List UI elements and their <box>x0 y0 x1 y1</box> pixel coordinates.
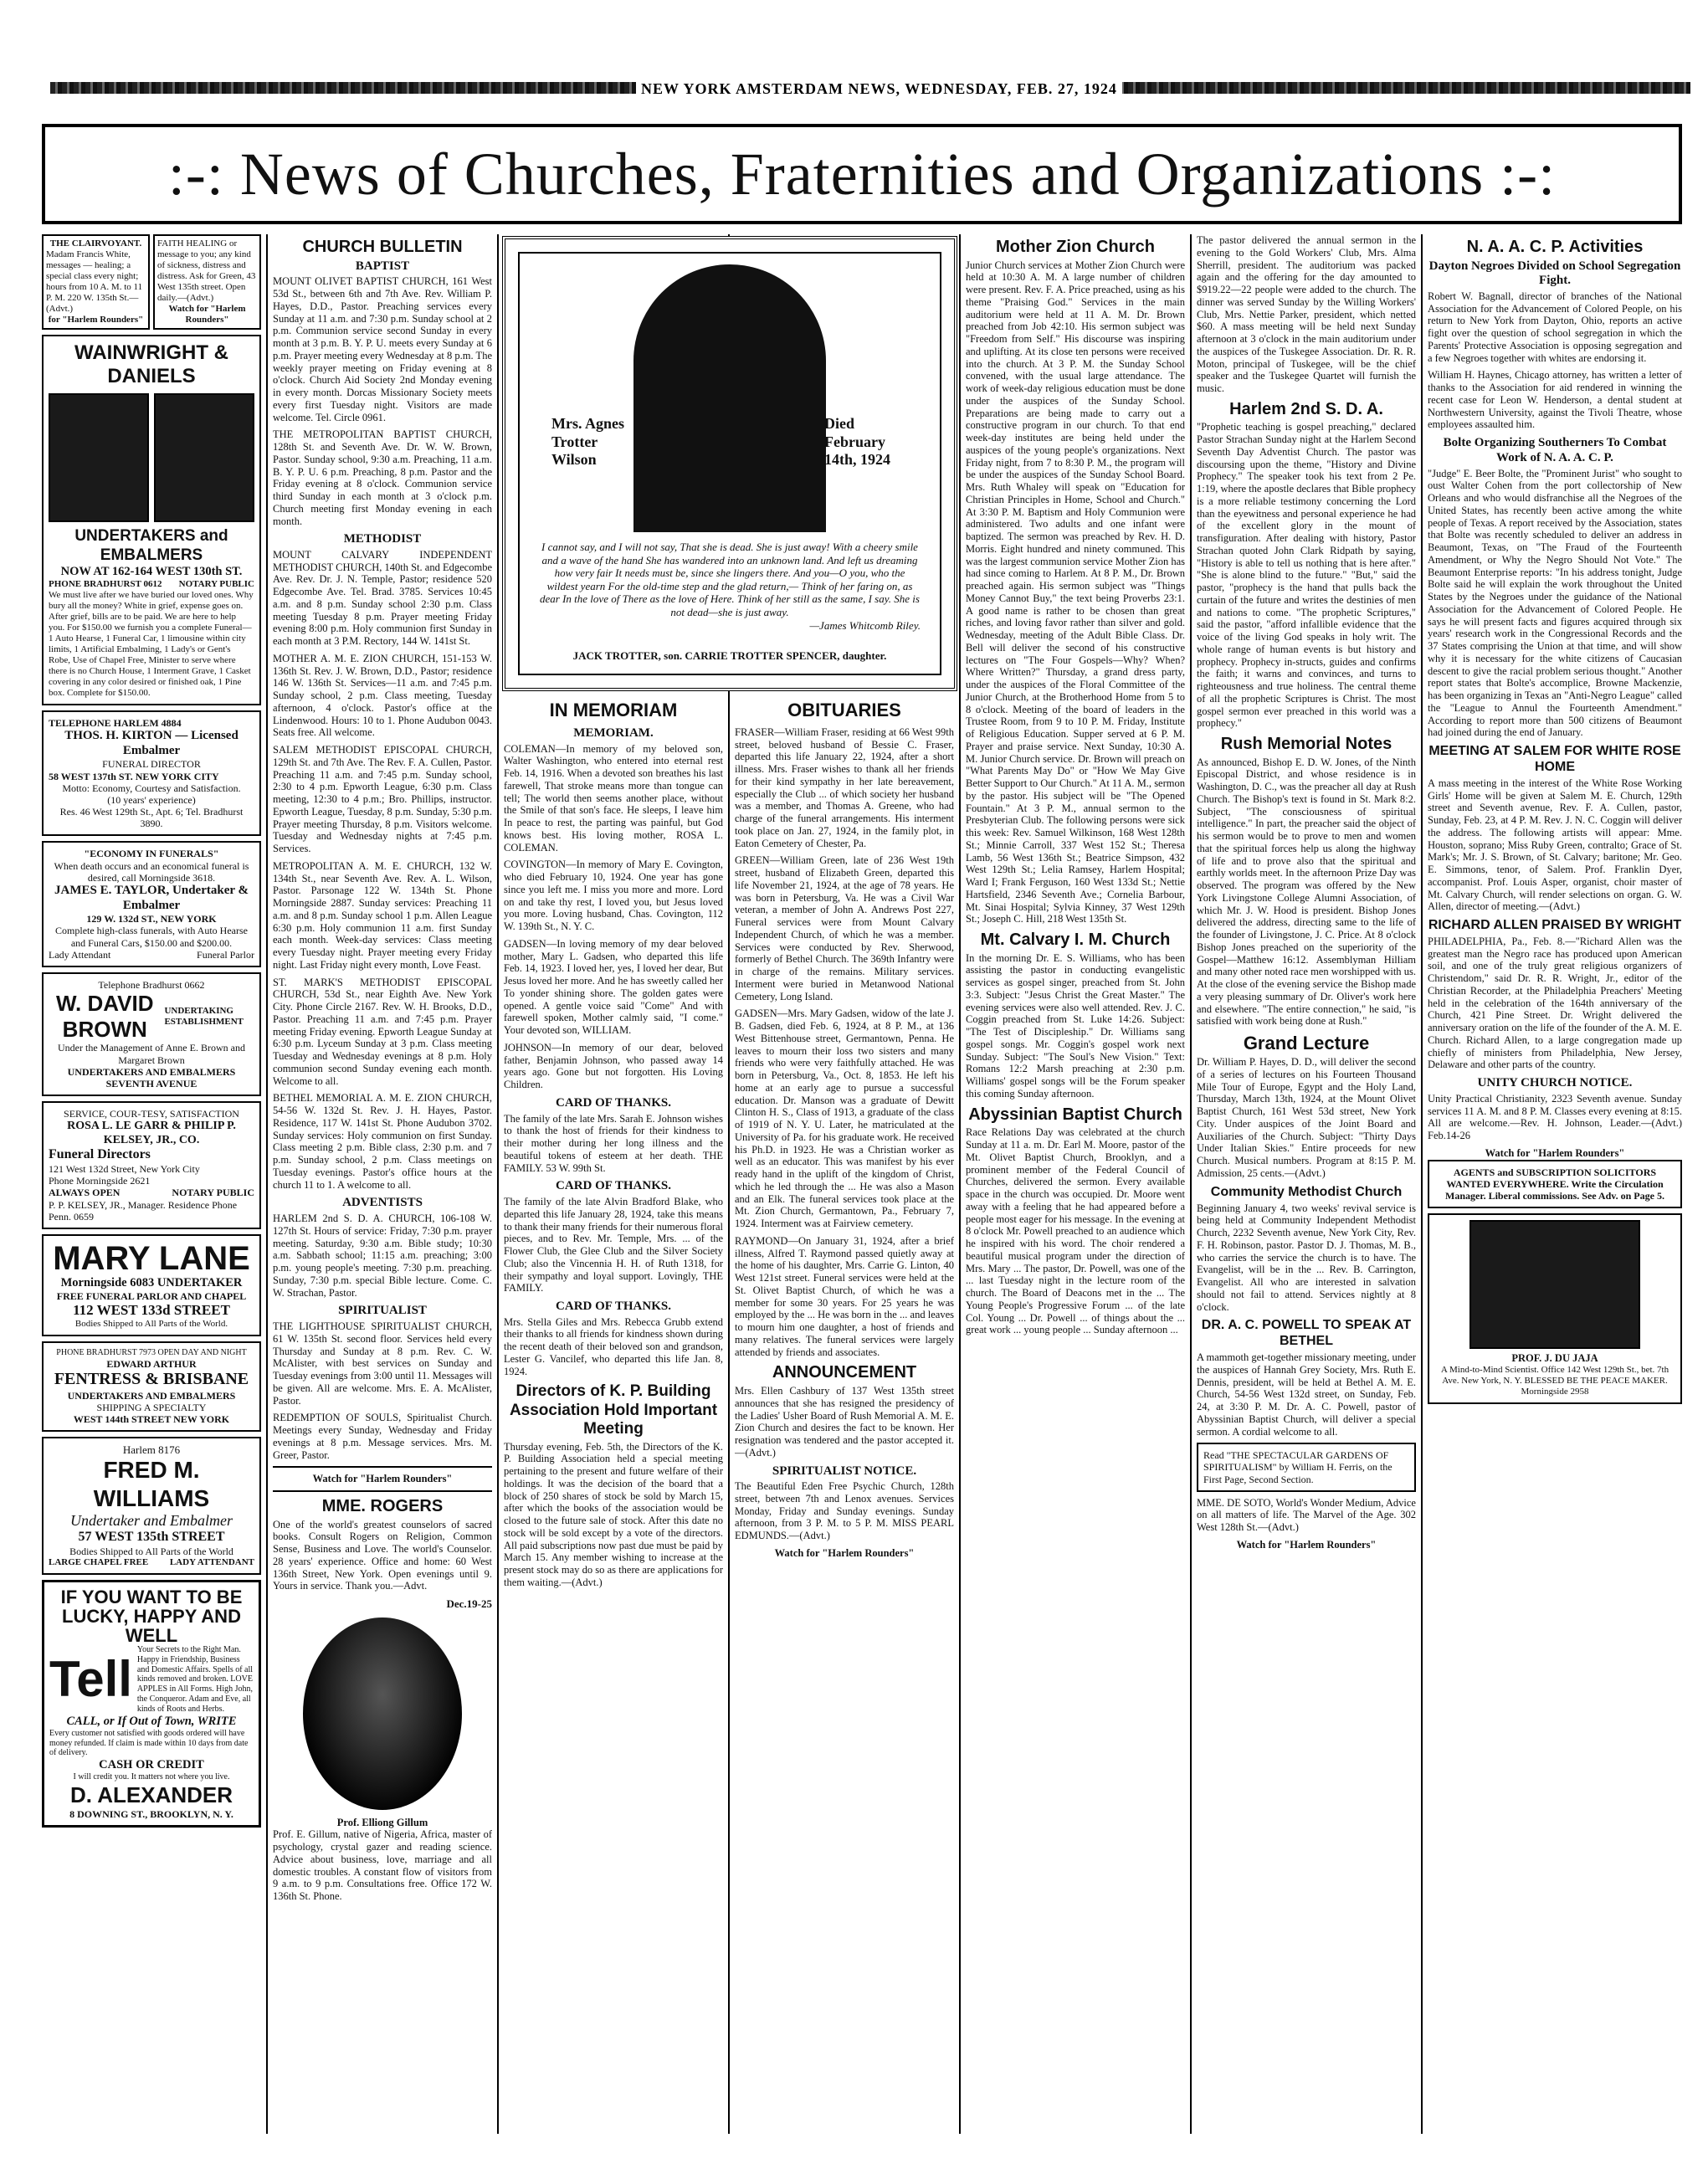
ad-address: 58 WEST 137th ST. NEW YORK CITY <box>49 770 219 782</box>
watch-notice: for "Harlem Rounders" <box>48 314 144 325</box>
ad-tagline: UNDERTAKING ESTABLISHMENT <box>164 1005 244 1027</box>
article-headline: Bolte Organizing Southerners To Combat Work of N. A. A. C. P. <box>1443 436 1667 464</box>
ad-body: When death occurs and an economical funeral is desired, call Morningside 3618. <box>54 859 249 884</box>
obituary-entry: GADSEN—Mrs. Mary Gadsen, widow of the late J. B. Gadsen, died Feb. 6, 1924, at 8 P. M., at 136 West Bittenhouse street, Germantown, Penna. He leaves to mourn their loss two sisters and many friends who were very faithfully attached. He was born in Petersburg, Va., Oct. 8, 1853. He left his home at an early age to pursue a successful education. Dr. Manson was a graduate of Dewitt Clinton H. S., Class of 1913, a graduate of the class of 1919 of N. Y. U. Later, he matriculated at the University of Pa. for his graduate work. He received his Ph.D. in 1923. He was a Christian worker as well as an educator. This was manifest by his ever ready hand in the uplift of the kingdom of Christ, which he led through the ... He was also a Mason and an Elk. The funeral services took place at the Mt. Zion Church, Germantown, Pa., February 7, 1924. Interment was at Fairview cemetery. <box>735 1007 954 1230</box>
ad-address: NOW AT 162-164 WEST 130th ST. <box>60 565 243 579</box>
memorial-card <box>502 236 954 688</box>
ad-note: Bodies Shipped to All Parts of the World. <box>74 1319 228 1330</box>
ad-tell-word: Tell <box>49 1651 132 1708</box>
ad-note: Lady Attendant <box>49 948 111 961</box>
article-body: Race Relations Day was celebrated at the church Sunday at 11 a. m. Dr. Earl M. Moore, pastor of the Mt. Olivet Baptist Church, Brooklyn, and a prominent member of the Federal Council of Churches, delivered the sermon. Every available space in the church was occupied. Dr. Moore went away with a feeling that he had appeared before a people most eager for his message. In the evening at 8 o'clock Mr. Powell preached to an audience which he inspired with his word. The choir rendered a beautiful musical program under the direction of Mrs. Mary ... The pastor, Dr. Powell, was one of the ... last Tuesday night in the lecture room of the church. The Board of Deacons met in the ... The Young People's Progressive Forum ... of the late Col. Young ... Dr. Powell ... of things about the ... great work ... young people ... Sunday afternoon ... <box>966 1126 1185 1336</box>
legarr-ad <box>42 1101 261 1229</box>
article-body: Robert W. Bagnall, director of branches of the National Association for the Advancement of Colored People, on his return to New York from Dayton, Ohio, reports an active fight over the question of school segregation in which the Parents' Protective Association is opposing segregation and a few Negroes together with whites are endorsing it. <box>1428 290 1682 364</box>
card-of-thanks: Mrs. Stella Giles and Mrs. Rebecca Grubb extend their thanks to all friends for kindness shown during the recent death of their beloved son and grandson, Lester G. Vancilef, who departed this life Jan. 8, 1924. <box>504 1315 723 1377</box>
article-headline: Grand Lecture <box>1243 1033 1370 1054</box>
section-title: CHURCH BULLETIN <box>302 238 463 256</box>
kirton-ad <box>42 710 261 836</box>
ad-name: JAMES E. TAYLOR, Undertaker & Embalmer <box>54 883 249 912</box>
ad-heading: FRED M. WILLIAMS <box>93 1457 210 1511</box>
column-rule <box>1421 234 1423 2134</box>
ad-phone: PHONE BRADHURST 7973 OPEN DAY AND NIGHT <box>56 1348 247 1358</box>
memoriam-entry: JOHNSON—In memory of our dear, beloved father, Benjamin Johnson, who passed away 14 years ago. Gone but not forgotten. His Loving Children. <box>504 1041 723 1091</box>
ad-note: (10 years' experience) <box>107 793 196 806</box>
section-subtitle: SPIRITUALIST <box>338 1304 427 1318</box>
ad-subheading: UNDERTAKERS AND EMBALMERS <box>67 1065 236 1078</box>
article-headline: Rush Memorial Notes <box>1220 735 1393 754</box>
ad-phone: Phone Morningside 2621 <box>49 1175 151 1187</box>
memoriam-entry: COLEMAN—In memory of my beloved son, Walter Washington, who entered into eternal rest Feb. 14, 1916. When a devoted son breathes his last farewell, That stroke means more than tongue can tell; The world then seems another place, without the Smile of that son's face. He sleeps, I leave him In peace to rest, the parting was painful, but God knows best. His loving mother, ROSA L. COLEMAN. <box>504 742 723 854</box>
ad-phone: PHONE BRADHURST 0612 <box>49 579 162 590</box>
column-rule <box>266 234 268 2134</box>
williams-ad <box>42 1437 261 1575</box>
memorial-poet: —James Whitcomb Riley. <box>809 618 921 632</box>
column-naacp <box>1428 234 1682 2134</box>
column-undertakers <box>42 234 261 2134</box>
ad-cash: CASH OR CREDIT <box>99 1758 204 1772</box>
taylor-ad <box>42 841 261 966</box>
church-listing: BETHEL MEMORIAL A. M. E. ZION CHURCH, 54-56 W. 132d St. Rev. J. H. Hayes, Pastor. Residence, 117 W. 141st St. Phone Audubon 3702. Sunday services: Holy communion on first Sunday. Class meeting 2 p.m. Bible class, 2:30 p.m. and 7 p.m. Sunday school, 2 p.m. Class meetings on Tuesday evenings. Pastor's office hours at the church 11 to 1. A welcome to all. <box>273 1092 492 1191</box>
article-headline: Harlem 2nd S. D. A. <box>1229 399 1383 418</box>
ad-heading: SERVICE, COUR-TESY, SATISFACTION <box>64 1108 239 1120</box>
article-body: As announced, Bishop E. D. W. Jones, of the Ninth Episcopal District, and whose residence is in Washington, D. C., was the preacher all day at Rush Church. The Bishop's text is found in St. Mark 8:2. Subject, "The consciousness of spiritual intelligence." In part, the preacher said the object of his sermon would be to prove to men and women that the spiritual forces help us along the highway of life and to prove also that the spiritual and earthly worlds meet. In the afternoon Prize Day was observed. The program was offered by the New York Livingstone College Alumni Association, of which Mr. J. W. Hood is president. Bishop Jones delivered the address, directing same to the life of the founder of Livingstone, J. C. Price. At 8 o'clock Bishop Jones preached on the superiority of the Gospel—Matthew 16:12. Assemblyman Hilliam and many other noted race men worshipped with us. At the close of the evening service the Bishop made a very pleasing summary of Dr. Oliver's work here and elsewhere. "The entire connection," he said, "is satisfied with work being done at Rush." <box>1197 756 1416 1028</box>
ad-role: Funeral Directors <box>49 1147 151 1162</box>
memorial-died-label: Died <box>824 415 854 432</box>
watch-notice: Watch for "Harlem Rounders" <box>168 303 246 325</box>
card-of-thanks: The family of the late Alvin Bradford Blake, who departed this life January 28, 1924, take this means to thank their many friends for their numerous floral pieces, and to Rev. Mr. Temple, Mrs. ... of the Flower Club, the Glee Club and the Silver Society Club; also the Vincennia H. H. of Ruth 1318, for their sympathy and loyal support. Lovingly, THE FAMILY. <box>504 1196 723 1295</box>
article-headline: RICHARD ALLEN PRAISED BY WRIGHT <box>1428 918 1682 933</box>
church-listing: REDEMPTION OF SOULS, Spiritualist Church. Meetings every Sunday, Wednesday and Friday evenings at 8 p.m. Message services. Mrs. M. Greer, Pastor. <box>273 1412 492 1461</box>
dujaja-portrait <box>1469 1220 1640 1349</box>
ad-heading: WAINWRIGHT & DANIELS <box>74 341 228 388</box>
article-body: A mass meeting in the interest of the White Rose Working Girls' Home will be given at Salem M. E. Church, 129th street and Seventh avenue, Rev. F. A. Cullen, pastor, Sunday, Feb. 23, at 4 P. M. Rev. J. N. C. Coggin will deliver the address. The following artists will appear: Mme. Houston, soprano; Miss Ruby Green, contralto; Grace of St. Mark's; Mr. J. S. Brown, of St. Calvary; baritone; Mr. Geo. E. Simmons, tenor, of Salem. Prof. Franklin Dyer, accompanist. Prof. Louis Asper, organist, choir master of Mt. Calvary Church, will render selections on organ. G. W. Allen, director of meeting.—(Advt.) <box>1428 777 1682 913</box>
memorial-family: JACK TROTTER, son. CARRIE TROTTER SPENCER, daughter. <box>572 649 887 662</box>
article-headline: UNITY CHURCH NOTICE. <box>1477 1076 1633 1090</box>
memorial-portrait <box>633 264 826 532</box>
ad-subheading: FREE FUNERAL PARLOR AND CHAPEL <box>56 1289 247 1302</box>
ad-body: Complete high-class funerals, with Auto Hearse and Funeral Cars, $150.00 and $200.00. <box>55 925 248 949</box>
ad-call: CALL, or If Out of Town, WRITE <box>66 1714 237 1728</box>
article-headline: ANNOUNCEMENT <box>772 1363 917 1382</box>
ad-name: D. ALEXANDER <box>69 1782 233 1808</box>
memorial-died-date: February 14th, 1924 <box>824 433 891 469</box>
church-listing: ST. MARK'S METHODIST EPISCOPAL CHURCH, 53d St., near Eighth Ave. New York City. Phone Circle 2167. Rev. W. H. Brooks, D.D., Pastor. Preaching 11 a.m. and 7:45 p.m. Prayer meeting Friday evening. Epworth League Sunday at 6:30 p.m. Lyceum Sunday at 3 p.m. Class meeting Tuesday and Wednesday evenings at 8 p.m. Holy communion second Sunday evening each month. Welcome to all. <box>273 976 492 1087</box>
article-body: Thursday evening, Feb. 5th, the Directors of the K. P. Building Association held a special meeting pertaining to the present and future welfare of their holdings. It was the decision of the board that a block of 250 shares of stock be sold by March 15, after which the books of the association would be closed to the future sale of stock. After this date no stock will be sold except by a vote of the directors. All paid subscriptions now past due must be paid by March 15. Any member wishing to increase at the present stock may do so as there are applications for them waiting.—(Advt.) <box>504 1440 723 1588</box>
section-title: OBITUARIES <box>787 700 901 720</box>
section-title: IN MEMORIAM <box>549 700 678 720</box>
article-headline: Mt. Calvary I. M. Church <box>980 931 1171 950</box>
column-church-news-b <box>1197 234 1416 2134</box>
column-rule <box>959 234 961 2134</box>
article-headline: Abyssinian Baptist Church <box>968 1105 1182 1124</box>
ad-note: SHIPPING A SPECIALTY <box>96 1401 207 1413</box>
column-church-news-a <box>966 234 1185 2134</box>
clairvoyant-ad <box>42 234 150 330</box>
ad-body: MME. DE SOTO, World's Wonder Medium, Advice on all matters of life. The Marvel of the Age. 302 West 128th St.—(Advt.) <box>1197 1496 1416 1534</box>
article-headline: Community Methodist Church <box>1210 1184 1403 1199</box>
card-of-thanks-heading: CARD OF THANKS. <box>556 1179 671 1193</box>
ad-address: 129 W. 132d ST., NEW YORK <box>86 913 217 925</box>
church-listing: MOTHER A. M. E. ZION CHURCH, 151-153 W. 136th St. Rev. J. W. Brown, D.D., Pastor; residence 146 W. 136th St. Services—11 a.m. and 7:45 p.m. Sunday school, 2 p.m. Class meeting, Tuesday afternoon, 4 o'clock. Pastor's office at the Lindenwood. Hours: 10 to 1. Phone Audubon 0043. Seats free. All welcome. <box>273 652 492 739</box>
article-body: A mammoth get-together missionary meeting, under the auspices of Hannah Grey Society, Mrs. Ruth E. Dennis, president, will be held at Bethel A. M. E. Church, 54-56 West 132d street, on Sunday, Feb. 24, at 3:30 P. M. Dr. A. C. Powell, pastor of Abyssinian Baptist Church, will deliver a special sermon. A cordial welcome to all. <box>1197 1351 1416 1438</box>
alexander-ad <box>42 1580 261 1828</box>
ad-body: Your Secrets to the Right Man. Happy in Friendship, Business and Domestic Affairs. Spells of all kinds removed and broken. LOVE APPLES in All Forms. High John, the Conqueror. Adam and Eve, all kinds of Roots and Herbs. <box>136 1645 254 1714</box>
ad-body: Prof. E. Gillum, native of Nigeria, Africa, master of psychology, crystal gazer and reading science. Advice about business, love, marriage and all domestic troubles. A constant flow of visitors from 9 a.m. to 9 p.m. Consultations free. Office 172 W. 136th St. Phone. <box>273 1828 492 1903</box>
ad-body: Under the Management of Anne E. Brown and Margaret Brown <box>58 1042 245 1066</box>
card-of-thanks: The family of the late Mrs. Sarah E. Johnson wishes to thank the host of friends for their kindness to their mother during her long illness and the beautiful tokens of esteem at her death. THE FAMILY. 53 W. 99th St. <box>504 1112 723 1174</box>
ad-residence: Res. 46 West 129th St., Apt. 6; Tel. Bradhurst 3890. <box>59 806 244 830</box>
church-listing: SALEM METHODIST EPISCOPAL CHURCH, 129th St. and 7th Ave. The Rev. F. A. Cullen, Pastor. Preaching 11 a.m. and 7:45 p.m. Sunday school, 2:30 to 4 p.m. Epworth League, 6:30 p.m. Class meeting, 12:30 to 4 p.m.; Bro. Phillips, instructor. Epworth League, Tuesday, 8 p.m. Sunday, 5:30 p.m. Prayer meeting Thursday, 8 p.m. Visitors welcome. Tuesday and Wednesday nights at 7:45 p.m. Services. <box>273 744 492 855</box>
obituary-entry: GREEN—William Green, late of 236 West 19th street, husband of Elizabeth Green, departed this life November 21, 1924, at the age of 78 years. He was born in Petersburg, Va. He was a Civil War veteran, a member of John A. Andrews Post 227, Funeral services were from Mount Calvary Independent Church, of which he was a member. Services were conducted by Rev. Sherwood, formerly of Bethel Church. The 369th Infantry were in charge of the remains. Military services. Interment were buried in Metanwood National Cemetery, Long Island. <box>735 854 954 1002</box>
card-of-thanks-heading: CARD OF THANKS. <box>556 1300 671 1314</box>
church-listing: MOUNT OLIVET BAPTIST CHURCH, 161 West 53d St., between 6th and 7th Ave. Rev. William P. Hayes, D.D., Pastor. Preaching services every Sunday at 11 a.m. and 7:30 p.m. Sunday school at 2 p.m. Communion service second Sunday in every month at 3 p.m. B. Y. P. U. meets every Sunday at 6 p.m. Prayer meeting every Wednesday at 8 p.m. The weekly prayer meeting on Friday evening at 8 o'clock. Church Aid Society 2nd Monday evening in every month. Dorcas Missionary Society meets every first Tuesday night. Visitors are made welcome. Tel. Circle 0961. <box>273 275 492 423</box>
ad-heading: FENTRESS & BRISBANE <box>54 1370 249 1389</box>
ad-heading: "ECONOMY IN FUNERALS" <box>84 848 219 860</box>
obituary-entry: FRASER—William Fraser, residing at 66 West 99th street, beloved husband of Bessie C. Fraser, departed this life January 22, 1924, after a short illness. Mrs. Fraser wishes to thank all her friends for their kind sympathy in her late bereavement, especially the Club ... of which society her husband was a member, and Thomas A. Greene, who had charge of the funeral arrangements. His interment took place on Jan. 27, 1924, in the family plot, in Eaton Cemetery of Chester, Pa. <box>735 725 954 849</box>
ad-motto: Motto: Economy, Courtesy and Satisfaction. <box>62 782 241 794</box>
ad-heading: IF YOU WANT TO BE LUCKY, HAPPY AND WELL <box>60 1586 243 1646</box>
ad-heading: W. DAVID BROWN <box>55 991 154 1042</box>
ad-heading: MARY LANE <box>53 1239 250 1277</box>
portrait-photo <box>49 393 149 522</box>
ad-date: Dec.19-25 <box>446 1597 492 1611</box>
watch-notice: Watch for "Harlem Rounders" <box>774 1546 915 1559</box>
ad-role: Undertaker and Embalmer <box>70 1511 233 1529</box>
church-listing: METROPOLITAN A. M. E. CHURCH, 132 W. 134th St., near Seventh Ave. Rev. A. L. Wilson, Pastor. Parsonage 122 W. 134th St. Phone Morningside 2887. Sunday services: Preaching 11 a.m. and 8 p.m. Sunday school 1 p.m. Allen League 6:30 p.m. Holy communion 11 a.m. first Sunday each month. Week-day services: Class meeting every Tuesday night. Prayer meeting every Friday night. Last Friday night every month, Love Feast. <box>273 859 492 971</box>
article-headline: Directors of K. P. Building Association Hold Important Meeting <box>509 1382 718 1438</box>
ad-phone: Morningside 6083 UNDERTAKER <box>60 1275 243 1289</box>
ad-subheading: UNDERTAKERS AND EMBALMERS <box>67 1389 236 1402</box>
ad-address: 112 WEST 133d STREET <box>73 1302 230 1319</box>
watch-notice: Watch for "Harlem Rounders" <box>1485 1146 1625 1159</box>
section-subtitle: ADVENTISTS <box>342 1196 423 1210</box>
article-headline: DR. A. C. POWELL TO SPEAK AT BETHEL <box>1201 1318 1412 1349</box>
ad-phone: Telephone Bradhurst 0662 <box>98 978 205 991</box>
article-headline: Mother Zion Church <box>996 238 1155 256</box>
banner-title: :-: News of Churches, Fraternities and Organizations :-: <box>167 140 1557 208</box>
article-body: The Beautiful Eden Free Psychic Church, 128th street, between 7th and Lenox avenues. Services Monday, Friday and Sunday evenings. Sunday afternoon, from 3 P. M. to 5 P. M. MISS PEARL EDMUNDS.—(Advt.) <box>735 1480 954 1542</box>
memoriam-entry: GADSEN—In loving memory of my dear beloved mother, Mary L. Gadsen, who departed this life Feb. 14, 1923. I loved her, yes, I loved her dear, But Jesus loved her more. And he has sweetly called her To yonder shining shore. The golden gates were opened. A gentle voice said "Come" And with farewell spoken, Mother calmly said, "I come." Your devoted son, WILLIAM. <box>504 937 723 1037</box>
section-subtitle: MEMORIAM. <box>573 725 654 740</box>
ad-heading: MME. ROGERS <box>321 1497 444 1516</box>
ad-body: FAITH HEALING or message to you; any kind of sickness, distress and distress. Ask for Green, 43 West 135th street. Open daily.—(Advt.) <box>157 238 256 303</box>
article-body: Unity Practical Christianity, 2323 Seventh avenue. Sunday services 11 A. M. and 8 P. M. Classes every evening at 8:15. All are welcome.—Rev. H. Johnson, Leader.—(Advt.) Feb.14-26 <box>1428 1092 1682 1142</box>
watch-notice: Watch for "Harlem Rounders" <box>312 1473 453 1485</box>
ad-note: Funeral Parlor <box>197 948 254 961</box>
column-church-bulletin <box>273 234 492 2134</box>
read-notice: Read "THE SPECTACULAR GARDENS OF SPIRITUALISM" by William H. Ferris, on the First Page, Second Section. <box>1197 1443 1416 1491</box>
article-body: "Judge" E. Beer Bolte, the "Prominent Jurist" who sought to oust Walter Cohen from the port collectorship of New Orleans and who would disfranchise all the Negroes of the United States, has recently been active among the white people of Texas. A report received by the Association, states that Bolte was recently scheduled to deliver an address in Beaumont, Texas, on "The Fraud of the Fourteenth Amendment, or Why the Negro Should Not Vote." The Beaumont Enterprise reports: "In his address tonight, Judge Bolte said he will explain the work throughout the United States by the Negroes under the guidance of the National Association for the Advancement of Colored People. He says he will present facts and figures acquired through six years' research work in the Congressional Records and the 37 States comprising the Union at that time, and will show why it is necessary for the white citizens of Caucasian descent to give the racial problem serious thought." Another report states that Bolte's accomplice, Browne Mackenzie, has been organizing in Texas an "Anti-Negro League" called the "League to Annul the Fourteenth Amendment." According to report more than 500 citizens of Beaumont had joined during the end of January. <box>1428 467 1682 739</box>
article-headline: SPIRITUALIST NOTICE. <box>772 1464 917 1478</box>
column-rule <box>497 234 499 2134</box>
section-subtitle: METHODIST <box>343 532 422 546</box>
marylane-ad <box>42 1234 261 1336</box>
gillum-portrait <box>303 1617 462 1810</box>
section-title: N. A. A. C. P. Activities <box>1466 238 1644 256</box>
ad-subheading: UNDERTAKERS and EMBALMERS <box>74 527 228 564</box>
memorial-name: Mrs. Agnes Trotter Wilson <box>551 415 624 469</box>
masthead-line: NEW YORK AMSTERDAM NEWS, WEDNESDAY, FEB. 27, 1924 <box>636 80 1122 98</box>
ad-address: WEST 144th STREET NEW YORK <box>73 1413 230 1425</box>
brown-ad <box>42 972 261 1096</box>
church-listing: THE LIGHTHOUSE SPIRITUALIST CHURCH, 61 W. 135th St. second floor. Services held every Thursday and Sunday at 8 p.m. Rev. C. W. McAlister, with best services on Sunday and Tuesday evenings from 3:00 until 11. Messages will be given. All are welcome. Mrs. E. A. McAlister, Pastor. <box>273 1320 492 1407</box>
article-body: William H. Haynes, Chicago attorney, has written a letter of thanks to the Association for aid rendered in winning the recent case for Leon W. Henderson, a dental student at Northwestern University, against the Tivoli Theatre, whose employees assaulted him. <box>1428 369 1682 431</box>
ad-notary: NOTARY PUBLIC <box>178 579 254 590</box>
ad-note: Bodies Shipped to All Parts of the World <box>69 1545 233 1557</box>
ad-body: We must live after we have buried our loved ones. Why bury all the money? White in grief, expense goes on. After grief, bills are to be paid. We are here to help you. For $150.00 we furnish you a complete Funeral—1 Auto Hearse, 1 Funeral Car, 1 limousine within city limits, 1 Artificial Embalming, 1 Lady's or Gent's Robe, Use of Chapel Free, Minister to serve where there is no Church House, 1 Interment Grave, 1 Casket covering in any color desired or finished oak, 1 Pine box. Complete for $150.00. <box>49 590 254 698</box>
ad-address: 8 DOWNING ST., BROOKLYN, N. Y. <box>69 1807 233 1820</box>
church-listing: THE METROPOLITAN BAPTIST CHURCH, 128th St. and Seventh Ave. Dr. W. W. Brown, Pastor. Sunday school, 9:30 a.m. Preaching, 11 a.m. B. Y. P. U. 6 p.m. Preaching, 8 p.m. Pastor and the Friday evening at 8 o'clock. Communion service third Sunday in each month at 3 o'clock p.m. Church meeting first Monday evening in each month. <box>273 428 492 527</box>
wainwright-ad <box>42 335 261 705</box>
card-of-thanks-heading: CARD OF THANKS. <box>556 1095 671 1110</box>
column-rule <box>1190 234 1192 2134</box>
agents-wanted-ad: AGENTS and SUBSCRIPTION SOLICITORS WANTED EVERYWHERE. Write the Circulation Manager. Liberal commissions. See Adv. on Page 5. <box>1428 1160 1682 1208</box>
ad-role: FUNERAL DIRECTOR <box>102 758 201 771</box>
ad-body: One of the world's greatest counselors of sacred books. Consult Rogers on Religion, Common Sense, Business and Love. The world's Counselor. 28 years' experience. Office and home: 60 West 136th Street, New York. Open evenings until 9. Yours in service. Thank you.—Advt. <box>273 1518 492 1592</box>
church-listing: HARLEM 2nd S. D. A. CHURCH, 106-108 W. 127th St. Hours of service: Friday, 7:30 p.m. prayer meeting. Saturday, 9:30 a.m. Bible study; 10:30 a.m. Sabbath school; 11:15 a.m. preaching; 3:00 p.m. young people's meeting. 7:30 p.m. preaching. Sunday, 7:30 p.m. special Bible lecture. Come. C. W. Strachan, Pastor. <box>273 1212 492 1299</box>
article-body: Beginning January 4, two weeks' revival service is being held at Community Independent Methodist Church, 2232 Seventh avenue, New York City, Rev. F. H. Robinson, pastor. Pastor D. J. Thomas, M. B., who carries the service the church is to have. The Evangelist, will be in the ... Rev. B. Carrington, Evangelist. All who are interested in salvation should not fail to attend. Services nightly at 8 o'clock. <box>1197 1202 1416 1313</box>
ad-address: 121 West 132d Street, New York City <box>49 1163 200 1176</box>
dujaja-ad <box>1428 1213 1682 1404</box>
article-body: "Prophetic teaching is gospel preaching," declared Pastor Strachan Sunday night at the Harlem Second Seventh Day Adventist Church. The pastor was discoursing upon the theme, "History and Divine Prophecy." The speaker took his text from 2 Pe. 1:19, where the apostle declares that Bible prophecy is a more reliable testimony concerning the Lord than the eyewitness and personal experience he had of the excellent glory in the mount of transfiguration. After dealing with history, Pastor Strachan quoted John Clark Ridpath by saying, "History is able to tell us nothing that is here after." "She is alone blind to the future." "But," said the pastor, "prophecy is the hand that pulls back the curtain of the future and writes the destinies of men and nations to come. "The prophetic Scriptures," said the pastor, "afford infallible evidence that the voice of the living God speaks in holy writ. The whole range of human events is but history and prophecy. Prophecy in-structs, guides and confirms the faith; it warns and convinces, and turns to righteousness and true holiness. The central theme of all the prophetic Scriptures is Christ. The most gospel sermon ever preached in this world was a prophecy." <box>1197 421 1416 730</box>
article-body: Mrs. Ellen Cashbury of 137 West 135th street announces that she has resigned the presidency of the Ladies' Usher Board of Rush Memorial A. M. E. Zion Church and desires the fact to be known. Her resignation was tendered and the pastor accepted it.—(Advt.) <box>735 1385 954 1459</box>
article-body: PHILADELPHIA, Pa., Feb. 8.—"Richard Allen was the greatest man the Negro race has produced upon American soil, and one of the truly great religious organizers of Christendom," said Dr. R. R. Wright, Jr., editor of the Christian Recorder, at the Philadelphia Preachers' Meeting held in the celebration of the 164th anniversary of the Church, 421 Pine Street. Dr. Wright delivered the anniversary oration on the life of the founder of the A. M. E. Church. Richard Allen, to a large congregation made up chiefly of ministers from Philadelphia, New Jersey, Delaware and other parts of the country. <box>1428 935 1682 1071</box>
ad-address: SEVENTH AVENUE <box>105 1077 197 1089</box>
page-banner <box>42 124 1682 224</box>
ad-note: ALWAYS OPEN <box>49 1187 121 1199</box>
ad-body: Madam Francis White, messages — healing; a special class every night; hours from 10 A. M. to 11 P. M. 220 W. 135th St.—(Advt.) <box>46 249 143 314</box>
article-body: Junior Church services at Mother Zion Church were held at 10:30 A. M. A large number of children were present. Rev. F. A. Price preached, using as his theme "Praising God." Services in the main auditorium were held at 11 A. M. Dr. Brown preached from Job 42:10. His sermon subject was "Freedom from Self." His discourse was inspiring and uplifting. At its close ten persons were received into the church. At 3 P. M. the Sunday School convened, with the usual large attendance. The work of week-day religious education must be done under the auspices of the Sunday School. Preparations are being made to carry out a constructive program in our church. To that end week-day institutes are being held under the auspices of the young people's organizations. Next Friday night, from 7 to 8:30 P. M., the program will be under the auspices of the Sunday School Board. Mrs. Ruth Whaley will speak on "Education for Christian Principles in Home, School and Church." At 3:30 P. M. Baptism and Holy Communion were administered. Two adults and one infant were baptized. The sermon was preached by Rev. H. D. Morris. Eight hundred and ninety communed. This was the largest communion service Mother Zion has had since coming to Harlem. At 8 P. M., Dr. Brown preached again. His sermon subject was "Things Money Cannot Buy," the text being Proverbs 23:1. A good name is rather to be chosen than great riches, and loving favor rather than silver and gold. Wednesday, meeting of the Adult Bible Class. Dr. Bell will deliver the second of his constructive lectures on "The Four Gospels—Why? When? Where Written?" Thursday, a grand dress party, under the auspices of the Floral Committee of the Junior Church, at the Brotherhood Home from 5 to 8 o'clock. Meeting of the board of leaders in the Trustee Room, from 9 to 10 P. M. Friday, Institute of Religious Education. Supper served at 6 P. M. Prayer and praise service. Next Sunday, 10:30 A. M. Junior Church service. Dr. Brown will preach on "What Parents May Do" or "How We May Give Better Support to Our Church." At 11 A. M., sermon by the pastor. His subject will be "The Opened Fountain." At 3 P. M., annual sermon to the Presbyterian Club. The following persons were sick this week: Rev. Samuel Wilkinson, 168 West 128th St.; Minnie Carroll, 337 West 152 St.; Theresa Lamb, 56 West 136th St.; Beatrice Simpson, 432 West 129th St.; Lelia Ramsey, Harlem Hospital; Ward I; Frank Ferguson, 160 West 133d St.; Nettie Hartsfield, 2346 Seventh Ave.; Cornelia Barbour, Mt. Sinai Hospital; Sylvia Kinney, 37 West 129th St.; Joseph C. Hill, 218 West 135th St. <box>966 259 1185 925</box>
ad-manager: P. P. KELSEY, JR., Manager. Residence Phone Penn. 0659 <box>49 1198 238 1223</box>
ad-name: ROSA L. LE GARR & PHILIP P. KELSEY, JR., CO. <box>67 1120 236 1146</box>
photo-caption: PROF. J. DU JAJA <box>1511 1352 1598 1365</box>
article-headline: MEETING AT SALEM FOR WHITE ROSE HOME <box>1428 744 1681 774</box>
article-body: In the morning Dr. E. S. Williams, who has been assisting the pastor in conducting evangelistic services as gospel singer, preached from St. John 3:3. Subject: "Jesus Christ the Great Master." The evening services were also well attended. Rev. J. C. Coggin preached from St. Luke 14:26. Subject: "The Test of Discipleship." Dr. Williams sang gospel songs. Mr. Coggin's gospel work next Sunday. Subject: "The Soul's New Vision." Text: Romans 12:2 Marsh preaching at 2:30 p.m. Williams' gospel songs will be the Forum speaker this coming Sunday afternoon. <box>966 951 1185 1100</box>
church-listing: MOUNT CALVARY INDEPENDENT METHODIST CHURCH, 140th St. and Edgecombe Ave. Rev. Dr. J. N. Temple, Pastor; residence 520 Edgecombe Ave. Tel. Brad. 3785. Services 10:45 a.m. and 8 p.m. Sunday school 2:30 p.m. Class meeting Tuesday 8 p.m. Prayer meeting Friday evening 8:00 p.m. Holy communion first Sunday in each month at 3 P.M. Rectory, 144 W. 141st St. <box>273 548 492 648</box>
ad-body: A Mind-to-Mind Scientist. Office 142 West 129th St., bet. 7th Ave. New York, N. Y. BLESSED BE THE PEACE MAKER. Morningside 2958 <box>1440 1364 1670 1397</box>
section-subtitle: BAPTIST <box>355 259 410 273</box>
obituary-entry: RAYMOND—On January 31, 1924, after a brief illness, Alfred T. Raymond passed quietly away at the home of his daughter, Mrs. Carrie G. Linton, 40 West 121st street. Funeral services were held at the St. Olivet Baptist Church, of which he was a member for some 30 years. For 25 years he was employed by the ... He was born in the ... and leaves to mourn him one daughter, a host of friends and many relatives. The funeral services were largely attended by friends and associates. <box>735 1234 954 1358</box>
photo-caption: Prof. Elliong Gillum <box>336 1816 428 1828</box>
ad-note: I will credit you. It matters not where you live. <box>73 1772 230 1782</box>
memorial-poem: I cannot say, and I will not say, That she is dead. She is just away! With a cheery smile and a wave of the hand She has wandered into an unknown land. And left us dreaming how very fair It needs must be, since she lingers there. And you—O you, who the wildest yearn For the old-time step and the glad return,— Think of her faring on, as dear In the love of There as the love of Here. Think of her still as the same, I say. She is not dead—she is just away. <box>540 541 920 618</box>
ad-note: LADY ATTENDANT <box>169 1556 254 1567</box>
faith-healing-ad <box>153 234 261 330</box>
ad-note: Every customer not satisfied with goods ordered will have money refunded. If claim is made within 10 days from date of delivery. <box>49 1728 249 1758</box>
watch-notice: Watch for "Harlem Rounders" <box>1236 1538 1377 1551</box>
portrait-photo <box>154 393 254 522</box>
ad-heading: THOS. H. KIRTON — Licensed Embalmer <box>64 729 239 757</box>
article-body: The pastor delivered the annual sermon in the evening to the Gold Workers' Club, Mrs. Alma Sherrill, president. The auditorium was packed again and the offering for the day amounted to $919.22—22 people were added to the church. The dinner was served Sunday by the Willing Workers' Club, Mrs. Nettie Parker, president, which netted $60. A mass meeting will be held next Sunday afternoon at 3 o'clock in the main auditorium under the auspices of the Tuskegee Association. Dr. R. R. Moton, principal of Tuskegee, will be the chief speaker and the Tuskegee Quartet will furnish the music. <box>1197 234 1416 394</box>
ad-note: LARGE CHAPEL FREE <box>49 1556 149 1567</box>
ad-notary: NOTARY PUBLIC <box>172 1187 254 1199</box>
ad-names: EDWARD ARTHUR <box>106 1357 197 1370</box>
ad-heading: THE CLAIRVOYANT. <box>49 238 142 249</box>
article-body: Dr. William P. Hayes, D. D., will deliver the second of a series of lectures on his Fourteen Thousand Mile Tour of Europe, Egypt and the Holy Land, Thursday, March 13th, 1924, at the Mount Olivet Baptist Church, 161 West 53d street, New York City. Under auspices of the Joint Board and Auxiliaries of the Church. Subject: "Thirty Days Under Italian Skies." Entire proceeds for new Church. Musical numbers. Program at 8:15 P. M. Admission, 25 cents.—(Advt.) <box>1197 1056 1416 1179</box>
ad-address: 57 WEST 135th STREET <box>78 1529 225 1544</box>
ad-phone: TELEPHONE HARLEM 4884 <box>49 716 182 729</box>
column-in-memoriam <box>504 695 723 2134</box>
column-obituaries <box>735 695 954 2134</box>
ad-phone: Harlem 8176 <box>122 1443 181 1457</box>
memoriam-entry: COVINGTON—In memory of Mary E. Covington, who died February 10, 1924. One year has gone since you left me. I miss you more and more. Lord on and take thy rest, I loved you, but Jesus loved you more. Loving husband, Chas. Covington, 112 W. 139th St., N. Y. C. <box>504 859 723 933</box>
article-headline: Dayton Negroes Divided on School Segregation Fight. <box>1428 259 1681 288</box>
fentress-ad <box>42 1341 261 1432</box>
